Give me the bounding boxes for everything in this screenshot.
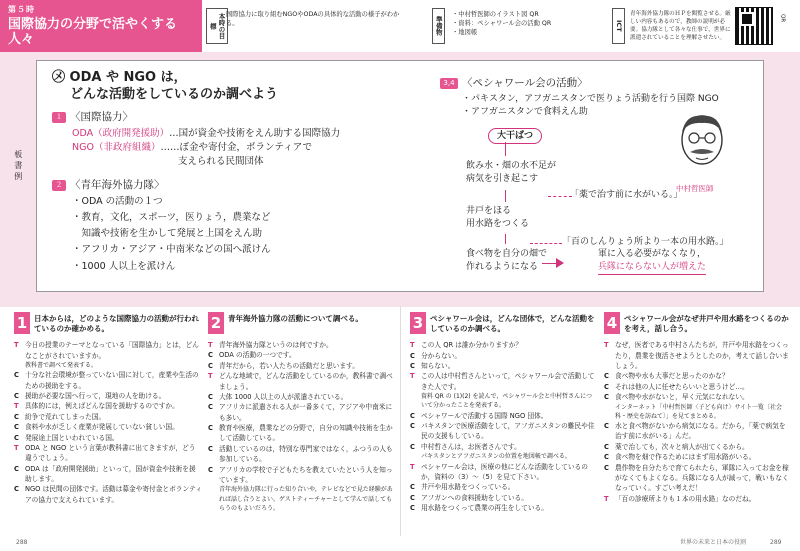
line-text: 活動しているのは，特別な専門家ではなく，ふつうの人も参加している。 — [219, 444, 393, 464]
teacher-note: 教科書で調べて発表する。 — [25, 362, 98, 369]
teacher-note: インターネット「中村哲医師〈子ども向け〉サイト一覧〔社会科・歴史を訪ねて〕」を見てまとめる。 — [615, 403, 783, 420]
flow-line — [530, 243, 562, 244]
prep-item: ・地図帳 — [452, 29, 478, 37]
step-column-4 — [604, 312, 792, 504]
dialogue-line — [208, 371, 396, 392]
speaker-mark: C — [604, 463, 609, 472]
teacher-note: 青年海外協力隊に行った知り合いや，テレビなどで見た経験があれば話し合うとよい。ゲストティーチャーとして学んで話してもらうのもよいだろう。 — [219, 486, 393, 512]
section-title: 〈青年海外協力隊〉 — [70, 179, 165, 191]
step-lines — [14, 340, 202, 505]
line-text: 「百の診療所よりも１本の用水路」なのだね。 — [615, 494, 756, 503]
flow-text: 食べ物を自分の畑で — [466, 249, 548, 259]
dialogue-line — [208, 392, 396, 402]
line-text: ODA と NGO という言葉が教科書に出てきますが，どう違うでしょう。 — [25, 443, 196, 463]
line-text: パキスタンで医療活動をして，アフガニスタンの難民や住民の支援もしている。 — [421, 422, 595, 441]
speaker-mark: T — [410, 372, 415, 381]
line-text: 分からない。 — [421, 351, 462, 360]
dialogue-line — [14, 464, 202, 485]
qr-label: QR — [779, 14, 786, 23]
line-text: 具体的には，例えばどんな国を援助するのですか。 — [25, 402, 179, 411]
line-text: この人は中村哲さんといって，ペシャワール会で活動してきた人です。 — [421, 372, 595, 391]
line-text: それは他の人に任せたらいいと思うけど…。 — [615, 382, 749, 391]
speaker-mark: T — [14, 402, 19, 411]
speaker-mark: C — [14, 485, 19, 494]
dialogue-line — [208, 402, 396, 423]
dialogue-line — [604, 452, 792, 462]
dialogue-line — [410, 482, 598, 492]
speaker-mark: C — [14, 464, 19, 473]
line-text: 薬で治しても，次々と病人が出てくるから。 — [615, 442, 749, 451]
flow-text: 井戸をほる — [466, 206, 512, 216]
line-text: アフリカに派遣される人が一番多くて，アジアや中南米にも多い。 — [219, 403, 393, 422]
dialogue-line — [604, 382, 792, 392]
dialogue-line — [604, 421, 792, 442]
flow-line — [505, 190, 506, 202]
speaker-mark: T — [14, 443, 19, 452]
line-text: NGO は民間の団体です。活動は募金や寄付金とボランティアの協力で支えられています。 — [25, 485, 203, 504]
dialogue-line — [208, 350, 396, 360]
speaker-mark: C — [410, 483, 415, 492]
speaker-mark: C — [410, 422, 415, 431]
page-title: 国際協力の分野で活やくする人々 — [8, 16, 178, 47]
flow-line — [505, 234, 506, 244]
dialogue-line — [208, 465, 396, 486]
teacher-note: 資料 QR の (1)(2) を読んで，ペシャワール会と中村哲さんについて分かったことを発表する。 — [421, 393, 593, 410]
oda-term: ODA（政府開発援助） — [72, 128, 170, 139]
list-item: ・1000 人以上を派けん — [72, 260, 176, 272]
speaker-mark: T — [208, 372, 213, 381]
dialogue-line — [14, 340, 202, 361]
dialogue-line — [14, 422, 202, 432]
dialogue-line — [604, 463, 792, 494]
dialogue-line — [14, 370, 202, 391]
ngo-desc-2: 支えられる民間団体 — [178, 156, 264, 167]
line-text: 発展途上国といわれている国。 — [25, 433, 119, 442]
line-text: 食べ物や水も大事だと思ったのかな？ — [615, 372, 729, 381]
dialogue-line — [208, 340, 396, 350]
step-column-1 — [14, 312, 202, 505]
step-lines — [208, 340, 396, 513]
dialogue-line — [208, 423, 396, 444]
list-item: ・アフリカ・アジア・中南米などの国へ派けん — [72, 244, 271, 256]
line-text: 青年だから，若い人たちの活動だと思います。 — [219, 361, 359, 370]
line-text: 紛争で荒れてしまった国。 — [25, 412, 106, 421]
dialogue-line — [410, 351, 598, 361]
result-text: 兵隊にならない人が増えた — [598, 261, 706, 275]
speaker-mark: C — [208, 403, 213, 412]
line-text: 青年海外協力隊というのは何ですか。 — [219, 341, 333, 349]
period-number: 第５時 — [8, 5, 35, 14]
section-title: 〈ペシャワール会の活動〉 — [462, 77, 588, 89]
dialogue-line — [14, 391, 202, 401]
ict-text: 青年海外協力隊のＨＰを閲覧させる。厳しい内容もあるので，教師の説明が必要。協力隊として各々な仕事で，世界に派遣されていることを理解させたい。 — [630, 11, 731, 42]
speaker-mark: C — [14, 423, 19, 432]
list-item: ・アフガニスタンで食料えん助 — [462, 107, 588, 118]
page-number-left: 288 — [16, 539, 28, 546]
speaker-mark: C — [410, 362, 415, 370]
speaker-mark: C — [604, 382, 609, 391]
qr-code-icon — [736, 8, 772, 44]
speaker-mark: C — [208, 424, 213, 432]
step-title: 青年海外協力隊の活動について調べる。 — [228, 314, 363, 323]
line-text: 水と食べ物がないから病気になる。だから，「薬で病気を治す前に水がいる」んだ。 — [615, 422, 786, 441]
line-text: 今日の授業のテーマとなっている「国際協力」とは，どんなことがされていますか。 — [25, 341, 199, 360]
line-text: どんな地域で，どんな活動をしているのか，教科書で調べましょう。 — [219, 372, 393, 391]
line-text: ODA の活動の一つです。 — [219, 351, 296, 360]
teacher-note: パキスタンとアフガニスタンの位置を地図帳で調べる。 — [421, 453, 571, 461]
dialogue-line — [14, 401, 202, 411]
speaker-mark: C — [14, 412, 19, 421]
flow-text: 飲み水・畑の水不足が — [466, 161, 557, 171]
list-item: ・ODA の活動の１つ — [72, 196, 163, 207]
section-title: 〈国際協力〉 — [70, 111, 133, 123]
line-text: ペシャワールで活動する国際 NGO 団体。 — [421, 411, 548, 420]
list-item: 知識や技術を生かして発展と上国をえん助 — [72, 228, 263, 240]
step-column-2 — [208, 312, 396, 513]
board-side-label: 板書例 — [13, 150, 23, 183]
speaker-mark: C — [604, 442, 609, 451]
ngo-term: NGO（非政府組織） — [72, 142, 161, 153]
line-text: 食べ物や水がないと，早く元気になれない。 — [615, 393, 749, 402]
jocv-list — [72, 194, 271, 275]
quote-2: 「百のしんりょう所より一本の用水路。」 — [562, 237, 729, 247]
speaker-mark: C — [410, 493, 415, 502]
line-text: アフガンへの食料援助をしている。 — [421, 493, 528, 502]
prep-list — [452, 10, 592, 37]
step-number: 2 — [208, 312, 224, 334]
step-title: 日本からは，どのような国際協力の活動が行われているのか確かめる。 — [34, 314, 199, 334]
speaker-mark: C — [604, 372, 609, 381]
line-text: 中村哲さんは，お医者さんです。 — [421, 442, 521, 451]
speaker-mark: T — [604, 341, 609, 350]
step-number: 4 — [604, 312, 620, 334]
period-banner — [0, 0, 202, 52]
speaker-mark: C — [208, 392, 213, 401]
dialogue-line — [410, 442, 598, 452]
dialogue-line — [410, 421, 598, 442]
line-text: 井戸や用水路をつくっている。 — [421, 483, 515, 492]
line-text: ペシャワール会は，医療の他にどんな活動をしているのか，資料の（3）〜（5）を見て下さい。 — [421, 462, 588, 481]
result-text: 軍に入る必要がなくなり， — [598, 249, 707, 259]
step-number: 3 — [410, 312, 426, 334]
step-title: ペシャワール会がなぜ井戸や用水路をつくるのかを考え，話し合う。 — [624, 314, 789, 334]
prep-tag: 準備物 — [432, 8, 445, 44]
section-number: １ — [52, 112, 66, 123]
dialogue-line — [14, 433, 202, 443]
line-text: 用水路をつくって農業の再生をしている。 — [421, 504, 548, 513]
speaker-mark: C — [604, 453, 609, 462]
list-item: ・パキスタン，アフガニスタンで医りょう活動を行う国際 NGO — [462, 94, 719, 104]
page-divider — [400, 306, 401, 536]
oda-desc: …国が資金や技術をえん助する国際協力 — [169, 128, 341, 139]
dialogue-line — [14, 443, 202, 464]
dialogue-line — [604, 392, 792, 402]
prep-item: ・中村哲医師のイラスト図 QR — [452, 11, 539, 18]
flow-line — [548, 196, 572, 197]
ngo-desc: ……ぼ金や寄付金，ボランティアで — [160, 142, 312, 153]
speaker-mark: C — [208, 465, 213, 474]
prep-item: ・資料：ペシャワール会の活動 QR — [452, 20, 552, 28]
line-text: この人 QR は誰か分かりますか？ — [421, 341, 523, 350]
line-text: 食べ物を畑で作るためにはまず用水路がいる。 — [615, 453, 756, 462]
dialogue-line — [604, 494, 792, 504]
speaker-mark: C — [14, 371, 19, 380]
flow-text: 病気を引き起こす — [466, 174, 539, 185]
speaker-mark: C — [208, 444, 213, 453]
ict-tag: ICT — [612, 8, 625, 44]
dialogue-line — [604, 442, 792, 452]
drought-label: 大干ばつ — [488, 128, 542, 144]
line-text: 農作物を自分たちで育てられたら，軍隊に入ってお金を稼がなくてもよくなる。兵隊になる人が減って，戦いもなくなっていく。すごい考えだ！ — [615, 463, 789, 493]
quote-1: 「薬で治す前に水がいる。」 — [570, 190, 683, 200]
flow-text: 用水路をつくる — [466, 219, 530, 230]
section-number: ２ — [52, 180, 66, 191]
goal-text: 国際協力に取り組むNGOやODAの具体的な活動の様子がわかる。 — [226, 11, 400, 28]
dialogue-line — [604, 371, 792, 381]
line-text: 知らない。 — [421, 362, 455, 370]
speaker-mark: C — [14, 433, 19, 442]
speaker-mark: C — [604, 393, 609, 402]
step-column-3 — [410, 312, 598, 513]
speaker-mark: C — [410, 351, 415, 360]
goal-tag: 本時の目標 — [206, 8, 228, 44]
flow-line — [505, 142, 506, 156]
speaker-mark: T — [410, 462, 415, 471]
line-text: 食料や水が乏しく産業が発展していない貧しい国。 — [25, 423, 179, 432]
dialogue-line — [410, 411, 598, 421]
flow-line — [542, 263, 556, 264]
step-title: ペシャワール会は，どんな団体で，どんな活動をしているのか調べる。 — [430, 314, 595, 334]
step-lines — [604, 340, 792, 504]
main-question-1: ㋱ ODA や NGO は， — [52, 70, 187, 85]
arrow-icon — [556, 258, 564, 268]
doctor-portrait-icon — [672, 108, 732, 178]
speaker-mark: T — [208, 341, 213, 349]
speaker-mark: T — [410, 341, 415, 350]
dialogue-line — [410, 493, 598, 503]
speaker-mark: T — [14, 341, 19, 350]
speaker-mark: C — [410, 442, 415, 451]
dialogue-line — [604, 340, 792, 371]
line-text: アフリカの学校で子どもたちを教えていたという人を知っています。 — [219, 465, 393, 484]
speaker-mark: C — [208, 361, 213, 370]
doctor-caption: 中村哲医師 — [676, 184, 714, 193]
dialogue-line — [410, 462, 598, 483]
footer-section: 世界の未来と日本の役割 — [680, 539, 747, 546]
speaker-mark: C — [410, 411, 415, 420]
speaker-mark: C — [410, 504, 415, 513]
speaker-mark: C — [14, 392, 19, 401]
step-number: 1 — [14, 312, 30, 334]
dialogue-line — [410, 371, 598, 392]
flow-text: 作れるようになる — [466, 262, 539, 273]
line-text: なぜ，医者である中村さんたちが，井戸や用水路をつくったり，農業を復活させようとしたのか，考えて話し合いましょう。 — [615, 341, 789, 370]
line-text: 十分な社会環境が整っていない国に対して，産業や生活のための援助をする。 — [25, 371, 199, 390]
line-text: 大体 1000 人以上の人が派遣されている。 — [219, 392, 348, 401]
line-text: ODA は「政府開発援助」といって，国が資金や技術を援助します。 — [25, 464, 196, 484]
line-text: 援助が必要な国へ行って，現地の人を助ける。 — [25, 392, 166, 401]
dialogue-line — [208, 444, 396, 465]
speaker-mark: C — [208, 351, 213, 360]
dialogue-line — [410, 340, 598, 350]
dialogue-line — [410, 503, 598, 513]
main-question-2: どんな活動をしているのか調べよう — [70, 87, 279, 102]
step-lines — [410, 340, 598, 513]
dialogue-line — [14, 412, 202, 422]
speaker-mark: C — [604, 422, 609, 431]
dialogue-line — [410, 361, 598, 371]
dialogue-line — [208, 361, 396, 371]
speaker-mark: T — [604, 494, 609, 503]
list-item: ・教育，文化，スポーツ，医りょう，農業など — [72, 212, 271, 224]
page-number-right: 289 — [770, 539, 782, 546]
line-text: 教育や医療，農業などの分野で，自分の知識や技術を生かして活動している。 — [219, 424, 393, 443]
dialogue-line — [14, 484, 202, 505]
section-number: 3,4 — [440, 78, 458, 89]
